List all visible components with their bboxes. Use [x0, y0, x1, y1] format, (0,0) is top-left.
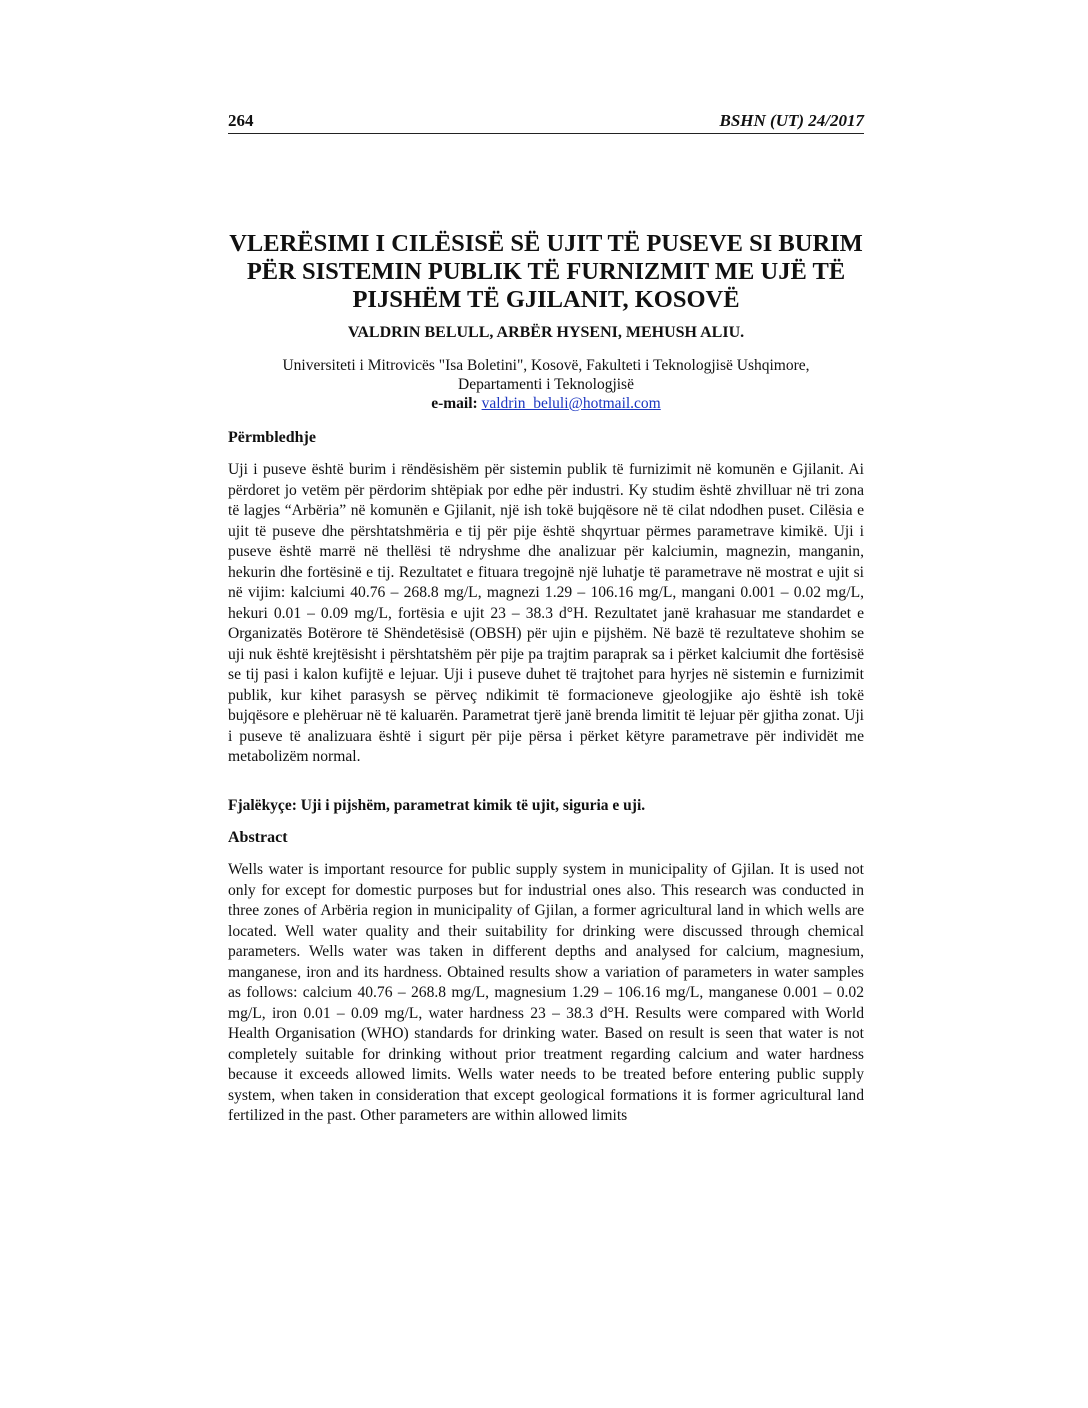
email-link[interactable]: valdrin_beluli@hotmail.com [481, 395, 661, 412]
affiliation-line-2: Departamenti i Teknologjisë [458, 376, 634, 393]
paper-title: VLERËSIMI I CILËSISË SË UJIT TË PUSEVE SI BURIM PËR SISTEMIN PUBLIK TË FURNIZMIT ME UJË TË PIJSHËM TË GJILANIT, KOSOVË [229, 230, 863, 313]
abstract-text: Wells water is important resource for public supply system in municipality of Gjilan. It is used not only for except for domestic purposes but for industrial ones also. This research was conducted in three zones of Arbëria region in municipality of Gjilan, a former agricultural land in which wells are located. Well water quality and their suitability for drinking were discussed through chemical parameters. Wells water was taken in different depths and analysed for calcium, magnesium, manganese, iron and its hardness. Obtained results show a variation of parameters in water samples as follows: calcium 40.76 – 268.8 mg/L, magnesium 1.29 – 106.16 mg/L, manganese 0.001 – 0.02 mg/L, iron 0.01 – 0.09 mg/L, water hardness 23 – 38.3 d°H. Results were compared with World Health Organisation (WHO) standards for drinking water. Based on result is seen that water is not completely suitable for drinking without prior treatment regarding calcium and water hardness because it exceeds allowed limits. Wells water needs to be treated before entering public supply system, when taken in consideration that except geological formations it is former agricultural land fertilized in the past. Other parameters are within allowed limits [228, 861, 864, 1124]
author-list: VALDRIN BELULL, ARBËR HYSENI, MEHUSH ALIU. [347, 324, 745, 341]
journal-reference: BSHN (UT) 24/2017 [719, 111, 864, 130]
affiliation-line-1: Universiteti i Mitrovicës "Isa Boletini", Kosovë, Fakulteti i Teknologjisë Ushqimore, [282, 357, 810, 374]
abstract-heading: Abstract [228, 829, 288, 846]
keywords-text: Uji i pijshëm, parametrat kimik të ujit, siguria e uji. [300, 797, 646, 814]
running-head [228, 111, 864, 134]
email-label: e-mail: [431, 395, 478, 412]
keywords-line [228, 796, 864, 816]
permbledhje-text: Uji i puseve është burim i rëndësishëm për sistemin publik të furnizimit në komunën e Gjilanit. Ai përdoret jo vetëm për përdorim shtëpiak por edhe për industri. Ky studim është zhvilluar në tri zona të lagjes “Arbëria” në komunën e Gjilanit, një ish tokë bujqësore në të cilat ndodhen puset. Cilësia e ujit të puseve dhe përshtatshmëria e tij për pije është shqyrtuar përmes parametrave kimikë. Uji i puseve është marrë në thellësi të ndryshme dhe analizuar për kalciumin, magnezin, manganin, hekurin dhe fortësinë e tij. Rezultatet e fituara tregojnë një luhatje të parametrave në mostrat e ujit si në vijim: kalciumi 40.76 – 268.8 mg/L, magnezi 1.29 – 106.16 mg/L, mangani 0.001 – 0.02 mg/L, hekuri 0.01 – 0.09 mg/L, fortësia e ujit 23 – 38.3 d°H. Rezultatet janë krahasuar me standardet e Organizatës Botërore të Shëndetësisë (OBSH) për ujin e pijshëm. Në bazë të rezultateve shohim se uji nuk është krejtësisht i përshtatshëm për pije pa trajtim paraprak sa i përket kalciumit dhe fortësisë se tij pasi i kalon kufijtë e lejuar. Uji i puseve duhet të trajtohet para hyrjes në sistemin e furnizimit publik, kur kihet parasysh se përveç ndikimit të formacioneve gjeologjike ajo është ish tokë bujqësore e plehëruar në të kaluarën. Parametrat tjerë janë brenda limitit të lejuar për gjitha zonat. Uji i puseve të analizuara është i sigurt për pije përsa i përket këtyre parametrave për individët me metabolizëm normal. [228, 461, 864, 765]
permbledhje-heading: Përmbledhje [228, 429, 316, 446]
keywords-label: Fjalëkyçe: [228, 797, 297, 814]
email-line [228, 394, 864, 413]
affiliation-block [228, 356, 864, 413]
page-number: 264 [228, 111, 254, 130]
